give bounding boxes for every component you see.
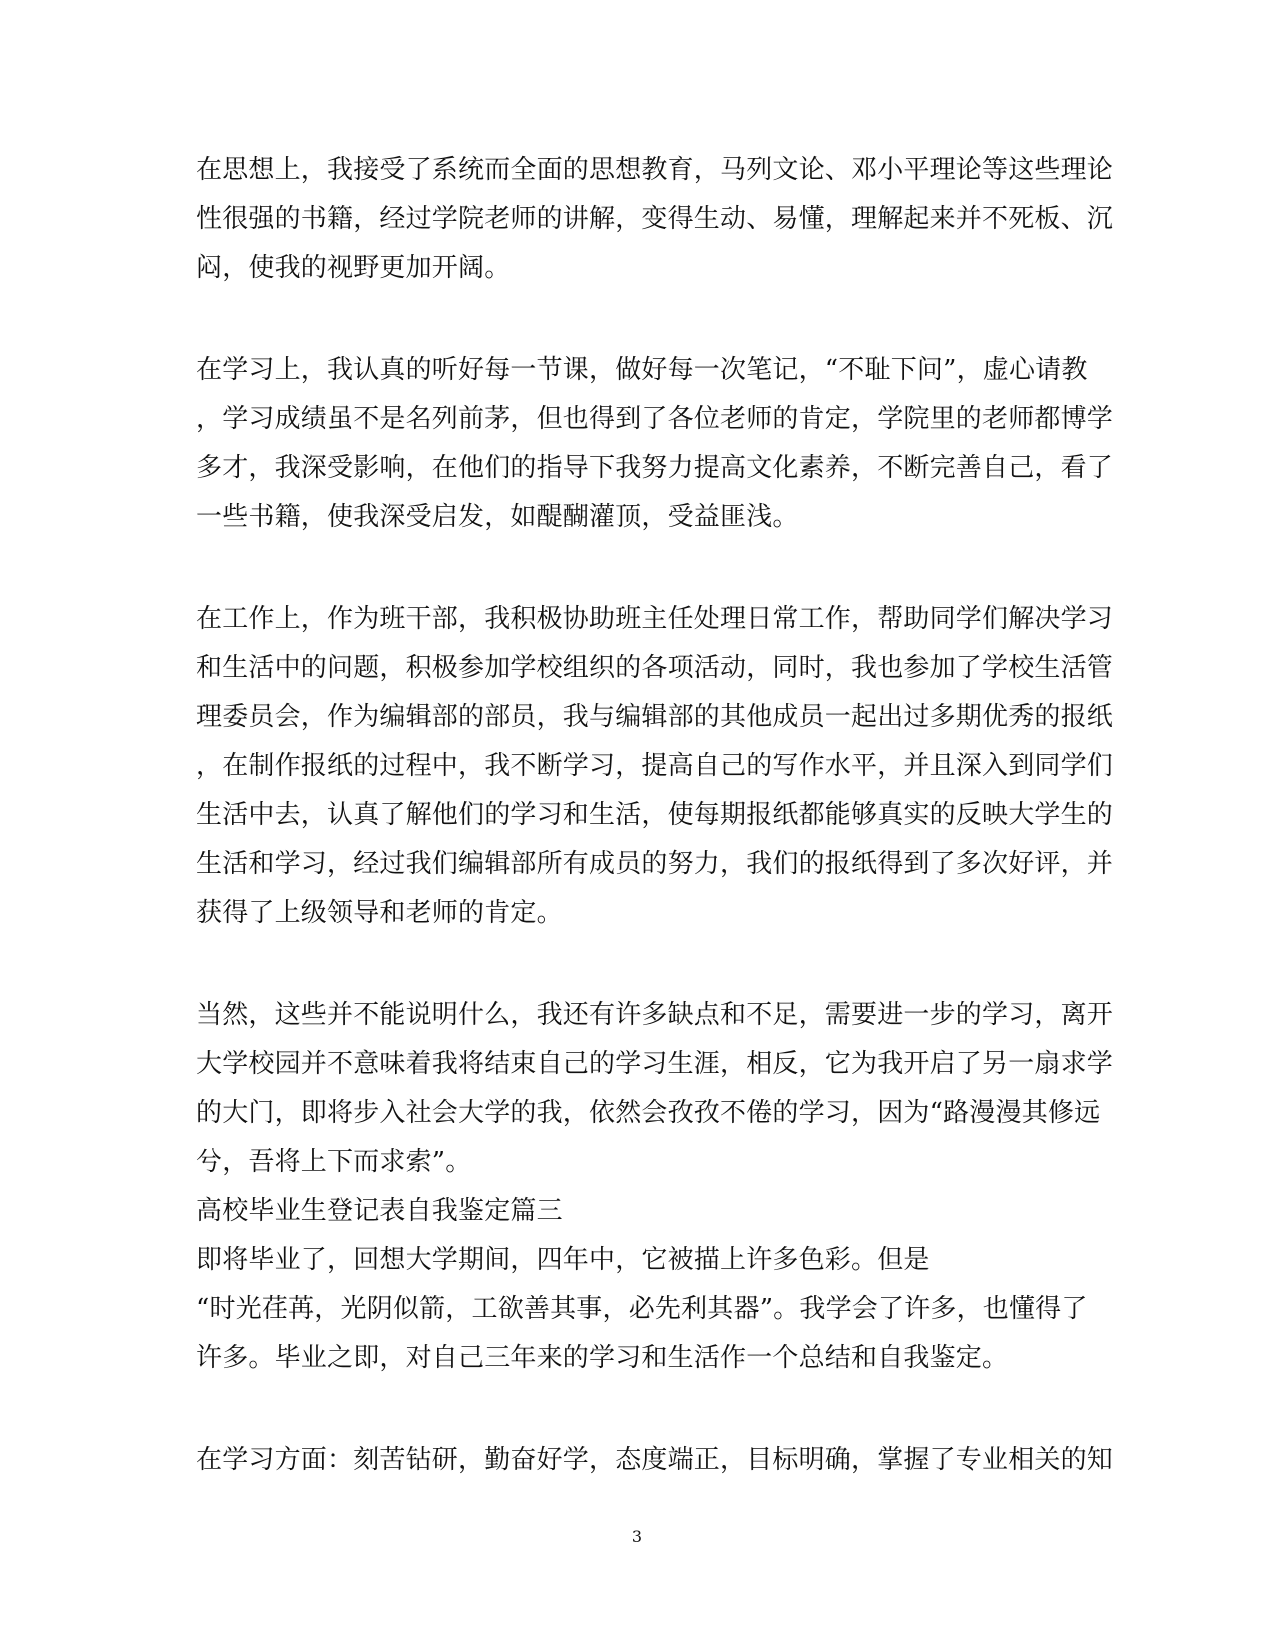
paragraph-3-line-6: 生活和学习，经过我们编辑部所有成员的努力，我们的报纸得到了多次好评，并 (196, 849, 1114, 879)
paragraph-5-line-1: 即将毕业了，回想大学期间，四年中，它被描上许多色彩。但是 (196, 1245, 930, 1275)
paragraph-3-line-1: 在工作上，作为班干部，我积极协助班主任处理日常工作，帮助同学们解决学习 (196, 604, 1114, 634)
paragraph-3-line-5: 生活中去，认真了解他们的学习和生活，使每期报纸都能够真实的反映大学生的 (196, 800, 1114, 830)
paragraph-4-line-2: 大学校园并不意味着我将结束自己的学习生涯，相反，它为我开启了另一扇求学 (196, 1049, 1114, 1079)
paragraph-5-line-3: 许多。毕业之即，对自己三年来的学习和生活作一个总结和自我鉴定。 (196, 1343, 1009, 1373)
paragraph-2-line-1: 在学习上，我认真的听好每一节课，做好每一次笔记，“不耻下问”，虚心请教 (196, 355, 1088, 385)
paragraph-3-line-2: 和生活中的问题，积极参加学校组织的各项活动，同时，我也参加了学校生活管 (196, 653, 1114, 683)
paragraph-3-line-3: 理委员会，作为编辑部的部员，我与编辑部的其他成员一起出过多期优秀的报纸 (196, 702, 1114, 732)
paragraph-6-line-1: 在学习方面：刻苦钻研，勤奋好学，态度端正，目标明确，掌握了专业相关的知 (196, 1445, 1114, 1475)
paragraph-1-line-1: 在思想上，我接受了系统而全面的思想教育，马列文论、邓小平理论等这些理论 (196, 155, 1114, 185)
paragraph-4-line-1: 当然，这些并不能说明什么，我还有许多缺点和不足，需要进一步的学习，离开 (196, 1000, 1114, 1030)
paragraph-2-line-3: 多才，我深受影响，在他们的指导下我努力提高文化素养，不断完善自己，看了 (196, 453, 1114, 483)
paragraph-1-line-3: 闷，使我的视野更加开阔。 (196, 253, 511, 283)
paragraph-3-line-4: ，在制作报纸的过程中，我不断学习，提高自己的写作水平，并且深入到同学们 (196, 751, 1114, 781)
section-heading: 高校毕业生登记表自我鉴定篇三 (196, 1196, 563, 1226)
paragraph-2-line-2: ，学习成绩虽不是名列前茅，但也得到了各位老师的肯定，学院里的老师都博学 (196, 404, 1114, 434)
paragraph-4-line-4: 兮，吾将上下而求索”。 (196, 1147, 472, 1177)
paragraph-3-line-7: 获得了上级领导和老师的肯定。 (196, 898, 563, 928)
paragraph-5-line-2: “时光荏苒，光阴似箭，工欲善其事，必先利其器”。我学会了许多，也懂得了 (196, 1294, 1088, 1324)
page-number: 3 (631, 1527, 643, 1546)
paragraph-2-line-4: 一些书籍，使我深受启发，如醍醐灌顶，受益匪浅。 (196, 502, 799, 532)
paragraph-1-line-2: 性很强的书籍，经过学院老师的讲解，变得生动、易懂，理解起来并不死板、沉 (196, 204, 1114, 234)
paragraph-4-line-3: 的大门，即将步入社会大学的我，依然会孜孜不倦的学习，因为“路漫漫其修远 (196, 1098, 1101, 1128)
